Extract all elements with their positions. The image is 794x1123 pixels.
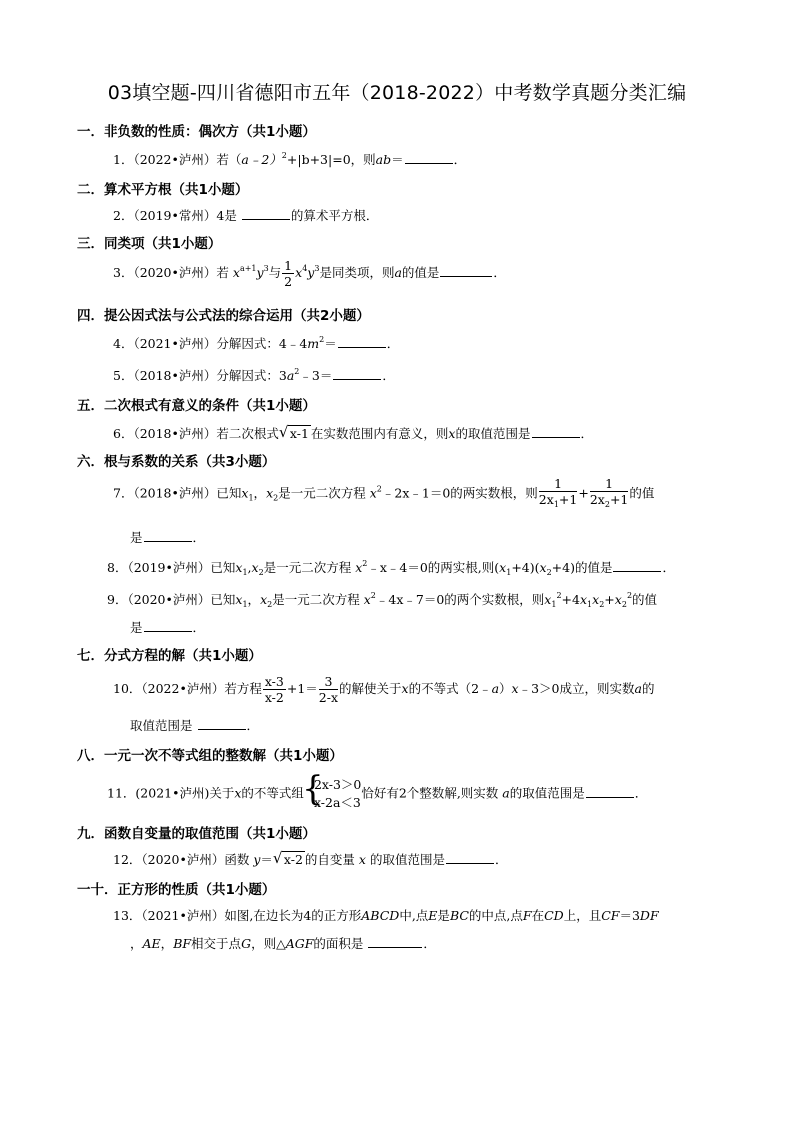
answer-blank[interactable] (338, 335, 386, 348)
answer-blank[interactable] (532, 425, 580, 438)
question-3: 3．（2020•泸州）若 $x^{a+1}y^3$与 $\frac{1}{2}$ $x^4y^3$是同类项，则a的值是 ． (113, 258, 506, 289)
section-heading-7: 七．分式方程的解（共1小题） (77, 648, 262, 664)
answer-blank[interactable] (198, 717, 246, 730)
question-9-continued: 是 ． (130, 620, 206, 635)
answer-blank[interactable] (144, 619, 192, 632)
question-1: 1．（2022•泸州）若（a﹣2）$^2$+|b+3|=0，则ab＝ ． (113, 151, 467, 167)
answer-blank[interactable] (242, 207, 290, 220)
section-heading-5: 五．二次根式有意义的条件（共1小题） (77, 398, 316, 414)
answer-blank[interactable] (333, 367, 381, 380)
question-7-continued: 是 ． (130, 530, 206, 545)
question-5: 5．（2018•泸州）分解因式：$3a^2﹣3=$ ． (113, 367, 395, 383)
answer-blank[interactable] (613, 559, 661, 572)
section-heading-2: 二．算术平方根（共1小题） (77, 182, 249, 198)
question-9: 9．（2020•泸州）已知$x_1$，$x_2$是一元二次方程 $x^2﹣4x﹣7=0$的两个实数根，则$x_1^2+4x_1x_2+x_2^2$的值 (107, 591, 658, 609)
question-12: 12．（2020•泸州）函数 y＝ √ x-2 的自变量 x 的取值范围是 ． (113, 849, 508, 867)
question-7: 7．（2018•泸州）已知$x_1$，$x_2$是一元二次方程 $x^2﹣2x﹣1=0$的两实数根，则 $\frac{1}{2x_1+1}$ + $\frac{1}{2x_2+1}$ 的值 (113, 476, 655, 509)
question-4: 4．（2021•泸州）分解因式：$4﹣4m^2=$ ． (113, 335, 400, 351)
question-10: 10．（2022•泸州）若方程 $\frac{x-3}{x-2}$ +1＝ $\frac{3}{2-x}$ 的解使关于x的不等式（2﹣a）x﹣3＞0成立，则实数a的 (113, 674, 655, 705)
answer-blank[interactable] (440, 264, 492, 277)
section-heading-10: 一十．正方形的性质（共1小题） (77, 882, 276, 898)
question-11: 11．(2021•泸州)关于x的不等式组 { 2x-3＞0 x-2a＜3 恰好有2个整数解,则实数 a的取值范围是 ． (107, 769, 648, 810)
question-10-continued: 取值范围是 ． (130, 718, 260, 733)
section-heading-9: 九．函数自变量的取值范围（共1小题） (77, 826, 316, 842)
answer-blank[interactable] (405, 151, 453, 164)
question-2: 2．（2019•常州）4是 的算术平方根． (113, 208, 379, 223)
section-heading-8: 八．一元一次不等式组的整数解（共1小题） (77, 748, 343, 764)
section-heading-1: 一．非负数的性质：偶次方（共1小题） (77, 124, 316, 140)
section-heading-4: 四．提公因式法与公式法的综合运用（共2小题） (77, 308, 370, 324)
answer-blank[interactable] (446, 851, 494, 864)
answer-blank[interactable] (144, 529, 192, 542)
question-13-continued: ，AE，BF相交于点G，则△AGF的面积是 ． (130, 936, 436, 951)
question-8: 8．（2019•泸州）已知$x_1,x_2$是一元二次方程 $x^2﹣x﹣4=0$的两实根,则$(x_1+4)(x_2+4)$的值是 ． (107, 559, 675, 577)
section-heading-6: 六．根与系数的关系（共3小题） (77, 454, 276, 470)
section-heading-3: 三．同类项（共1小题） (77, 236, 222, 252)
answer-blank[interactable] (586, 785, 634, 798)
page-title: 03填空题-四川省德阳市五年（2018-2022）中考数学真题分类汇编 (107, 82, 687, 104)
question-6: 6．（2018•泸州）若二次根式 √ x-1 在实数范围内有意义，则x的取值范围是 ． (113, 423, 594, 441)
answer-blank[interactable] (368, 935, 422, 948)
question-13: 13．（2021•泸州）如图,在边长为4的正方形ABCD中,点E是BC的中点,点F在CD上，且CF＝3DF (113, 908, 659, 923)
